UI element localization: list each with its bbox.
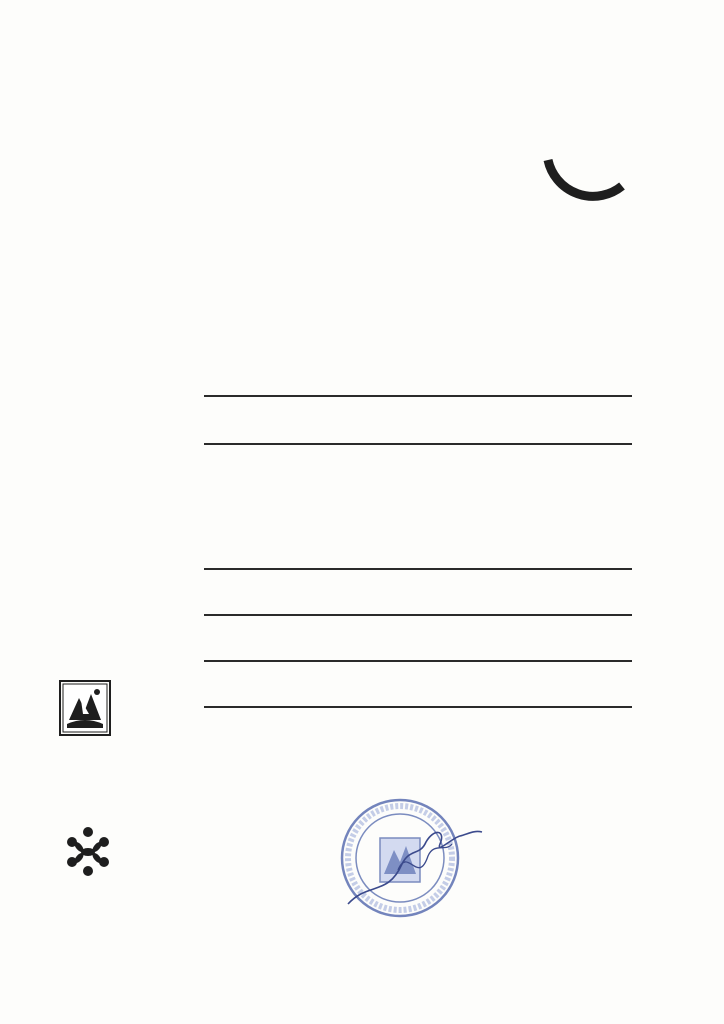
competence-line-2 bbox=[204, 580, 632, 616]
agency-logo-icon bbox=[58, 824, 118, 878]
logo-arc bbox=[548, 160, 622, 196]
official-stamp-icon bbox=[328, 786, 488, 936]
ministry-emblem-icon bbox=[59, 680, 111, 736]
recipient-name-line-2 bbox=[204, 409, 632, 445]
competence-line-1 bbox=[204, 534, 632, 570]
blank-line bbox=[204, 706, 632, 708]
professionaly-logo bbox=[528, 68, 648, 203]
blank-line bbox=[204, 660, 632, 662]
recipient-name-line-1 bbox=[204, 361, 632, 397]
